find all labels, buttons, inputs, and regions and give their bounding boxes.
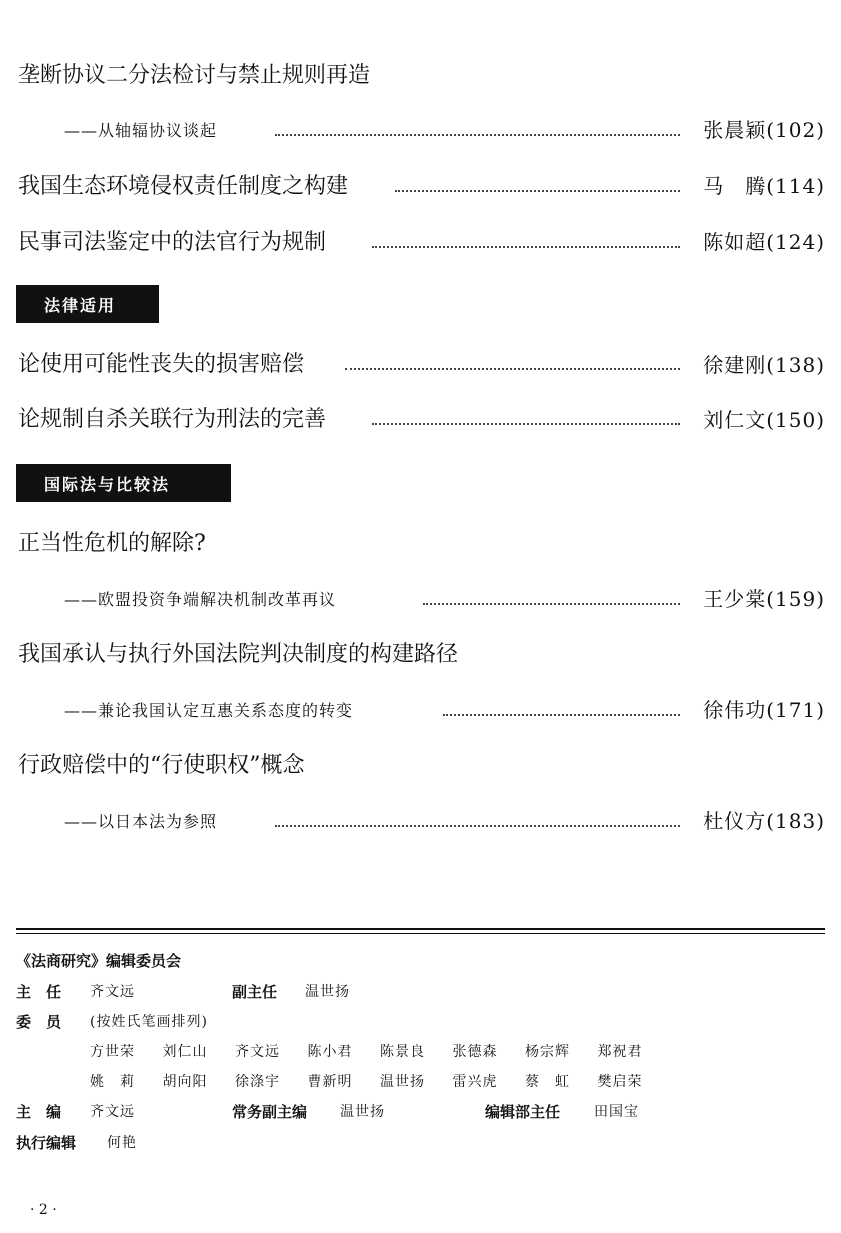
members-row-2 bbox=[90, 1071, 670, 1093]
board-title: 《法商研究》编辑委员会 bbox=[16, 952, 182, 970]
members-note: (按姓氏笔画排列) bbox=[90, 1014, 208, 1030]
member-name: 曹新明 bbox=[307, 1074, 353, 1090]
member-name: 温世扬 bbox=[380, 1074, 425, 1090]
member-name: 姚 莉 bbox=[90, 1074, 135, 1090]
members-label: 委 员 bbox=[16, 1013, 62, 1031]
member-name: 胡向阳 bbox=[162, 1074, 208, 1090]
dot-leader bbox=[275, 825, 680, 827]
director-name: 齐文远 bbox=[90, 984, 135, 1000]
member-name: 齐文远 bbox=[235, 1044, 280, 1060]
office-director-label: 编辑部主任 bbox=[485, 1103, 561, 1121]
chief-editor-name: 齐文远 bbox=[90, 1104, 135, 1120]
author-page: 刘仁文(150) bbox=[703, 408, 825, 432]
member-name: 张德森 bbox=[452, 1044, 498, 1060]
section-heading: 国际法与比较法 bbox=[16, 464, 231, 502]
member-name: 雷兴虎 bbox=[452, 1074, 498, 1090]
author-page: 徐建刚(138) bbox=[703, 353, 825, 377]
dot-leader bbox=[372, 246, 680, 248]
page-number: · 2 · bbox=[30, 1202, 57, 1218]
divider-thin bbox=[16, 933, 825, 934]
article-subtitle: ——以日本法为参照 bbox=[64, 812, 218, 831]
member-name: 徐涤宇 bbox=[235, 1074, 280, 1090]
article-subtitle: ——兼论我国认定互惠关系态度的转变 bbox=[64, 701, 354, 720]
exec-editor-name: 何艳 bbox=[107, 1135, 137, 1151]
dot-leader bbox=[395, 190, 680, 192]
dot-leader bbox=[275, 134, 680, 136]
deputy-label: 副主任 bbox=[232, 983, 278, 1001]
member-name: 杨宗辉 bbox=[525, 1044, 570, 1060]
dot-leader bbox=[423, 603, 680, 605]
author-page: 马 腾(114) bbox=[703, 174, 825, 198]
dot-leader bbox=[443, 714, 680, 716]
member-name: 蔡 虹 bbox=[525, 1074, 570, 1090]
article-title: 我国承认与执行外国法院判决制度的构建路径 bbox=[18, 642, 459, 667]
author-page: 张晨颖(102) bbox=[703, 118, 825, 142]
article-title: 论使用可能性丧失的损害赔偿 bbox=[18, 352, 305, 377]
author-page: 陈如超(124) bbox=[703, 230, 825, 254]
member-name: 陈小君 bbox=[307, 1044, 353, 1060]
chief-editor-label: 主 编 bbox=[16, 1103, 62, 1121]
member-name: 刘仁山 bbox=[162, 1044, 208, 1060]
exec-deputy-name: 温世扬 bbox=[340, 1104, 385, 1120]
office-director-name: 田国宝 bbox=[594, 1104, 639, 1120]
article-title: 行政赔偿中的“行使职权”概念 bbox=[18, 753, 305, 778]
member-name: 陈景良 bbox=[380, 1044, 425, 1060]
article-title: 论规制自杀关联行为刑法的完善 bbox=[18, 407, 327, 432]
article-subtitle: ——欧盟投资争端解决机制改革再议 bbox=[64, 590, 337, 609]
deputy-name: 温世扬 bbox=[305, 984, 350, 1000]
article-title: 垄断协议二分法检讨与禁止规则再造 bbox=[18, 63, 371, 88]
members-row-1 bbox=[90, 1041, 670, 1063]
author-page: 王少棠(159) bbox=[703, 587, 825, 611]
exec-editor-label: 执行编辑 bbox=[16, 1134, 77, 1152]
divider-thick bbox=[16, 928, 825, 930]
section-heading: 法律适用 bbox=[16, 285, 159, 323]
member-name: 郑祝君 bbox=[597, 1044, 643, 1060]
dot-leader bbox=[372, 423, 680, 425]
author-page: 杜仪方(183) bbox=[703, 809, 825, 833]
article-subtitle: ——从轴辐协议谈起 bbox=[64, 121, 218, 140]
member-name: 方世荣 bbox=[90, 1044, 135, 1060]
exec-deputy-label: 常务副主编 bbox=[232, 1103, 308, 1121]
dot-leader bbox=[345, 368, 680, 370]
member-name: 樊启荣 bbox=[597, 1074, 643, 1090]
article-title: 民事司法鉴定中的法官行为规制 bbox=[18, 230, 327, 255]
director-label: 主 任 bbox=[16, 983, 62, 1001]
article-title: 我国生态环境侵权责任制度之构建 bbox=[18, 174, 349, 199]
author-page: 徐伟功(171) bbox=[703, 698, 825, 722]
article-title: 正当性危机的解除? bbox=[18, 531, 206, 556]
